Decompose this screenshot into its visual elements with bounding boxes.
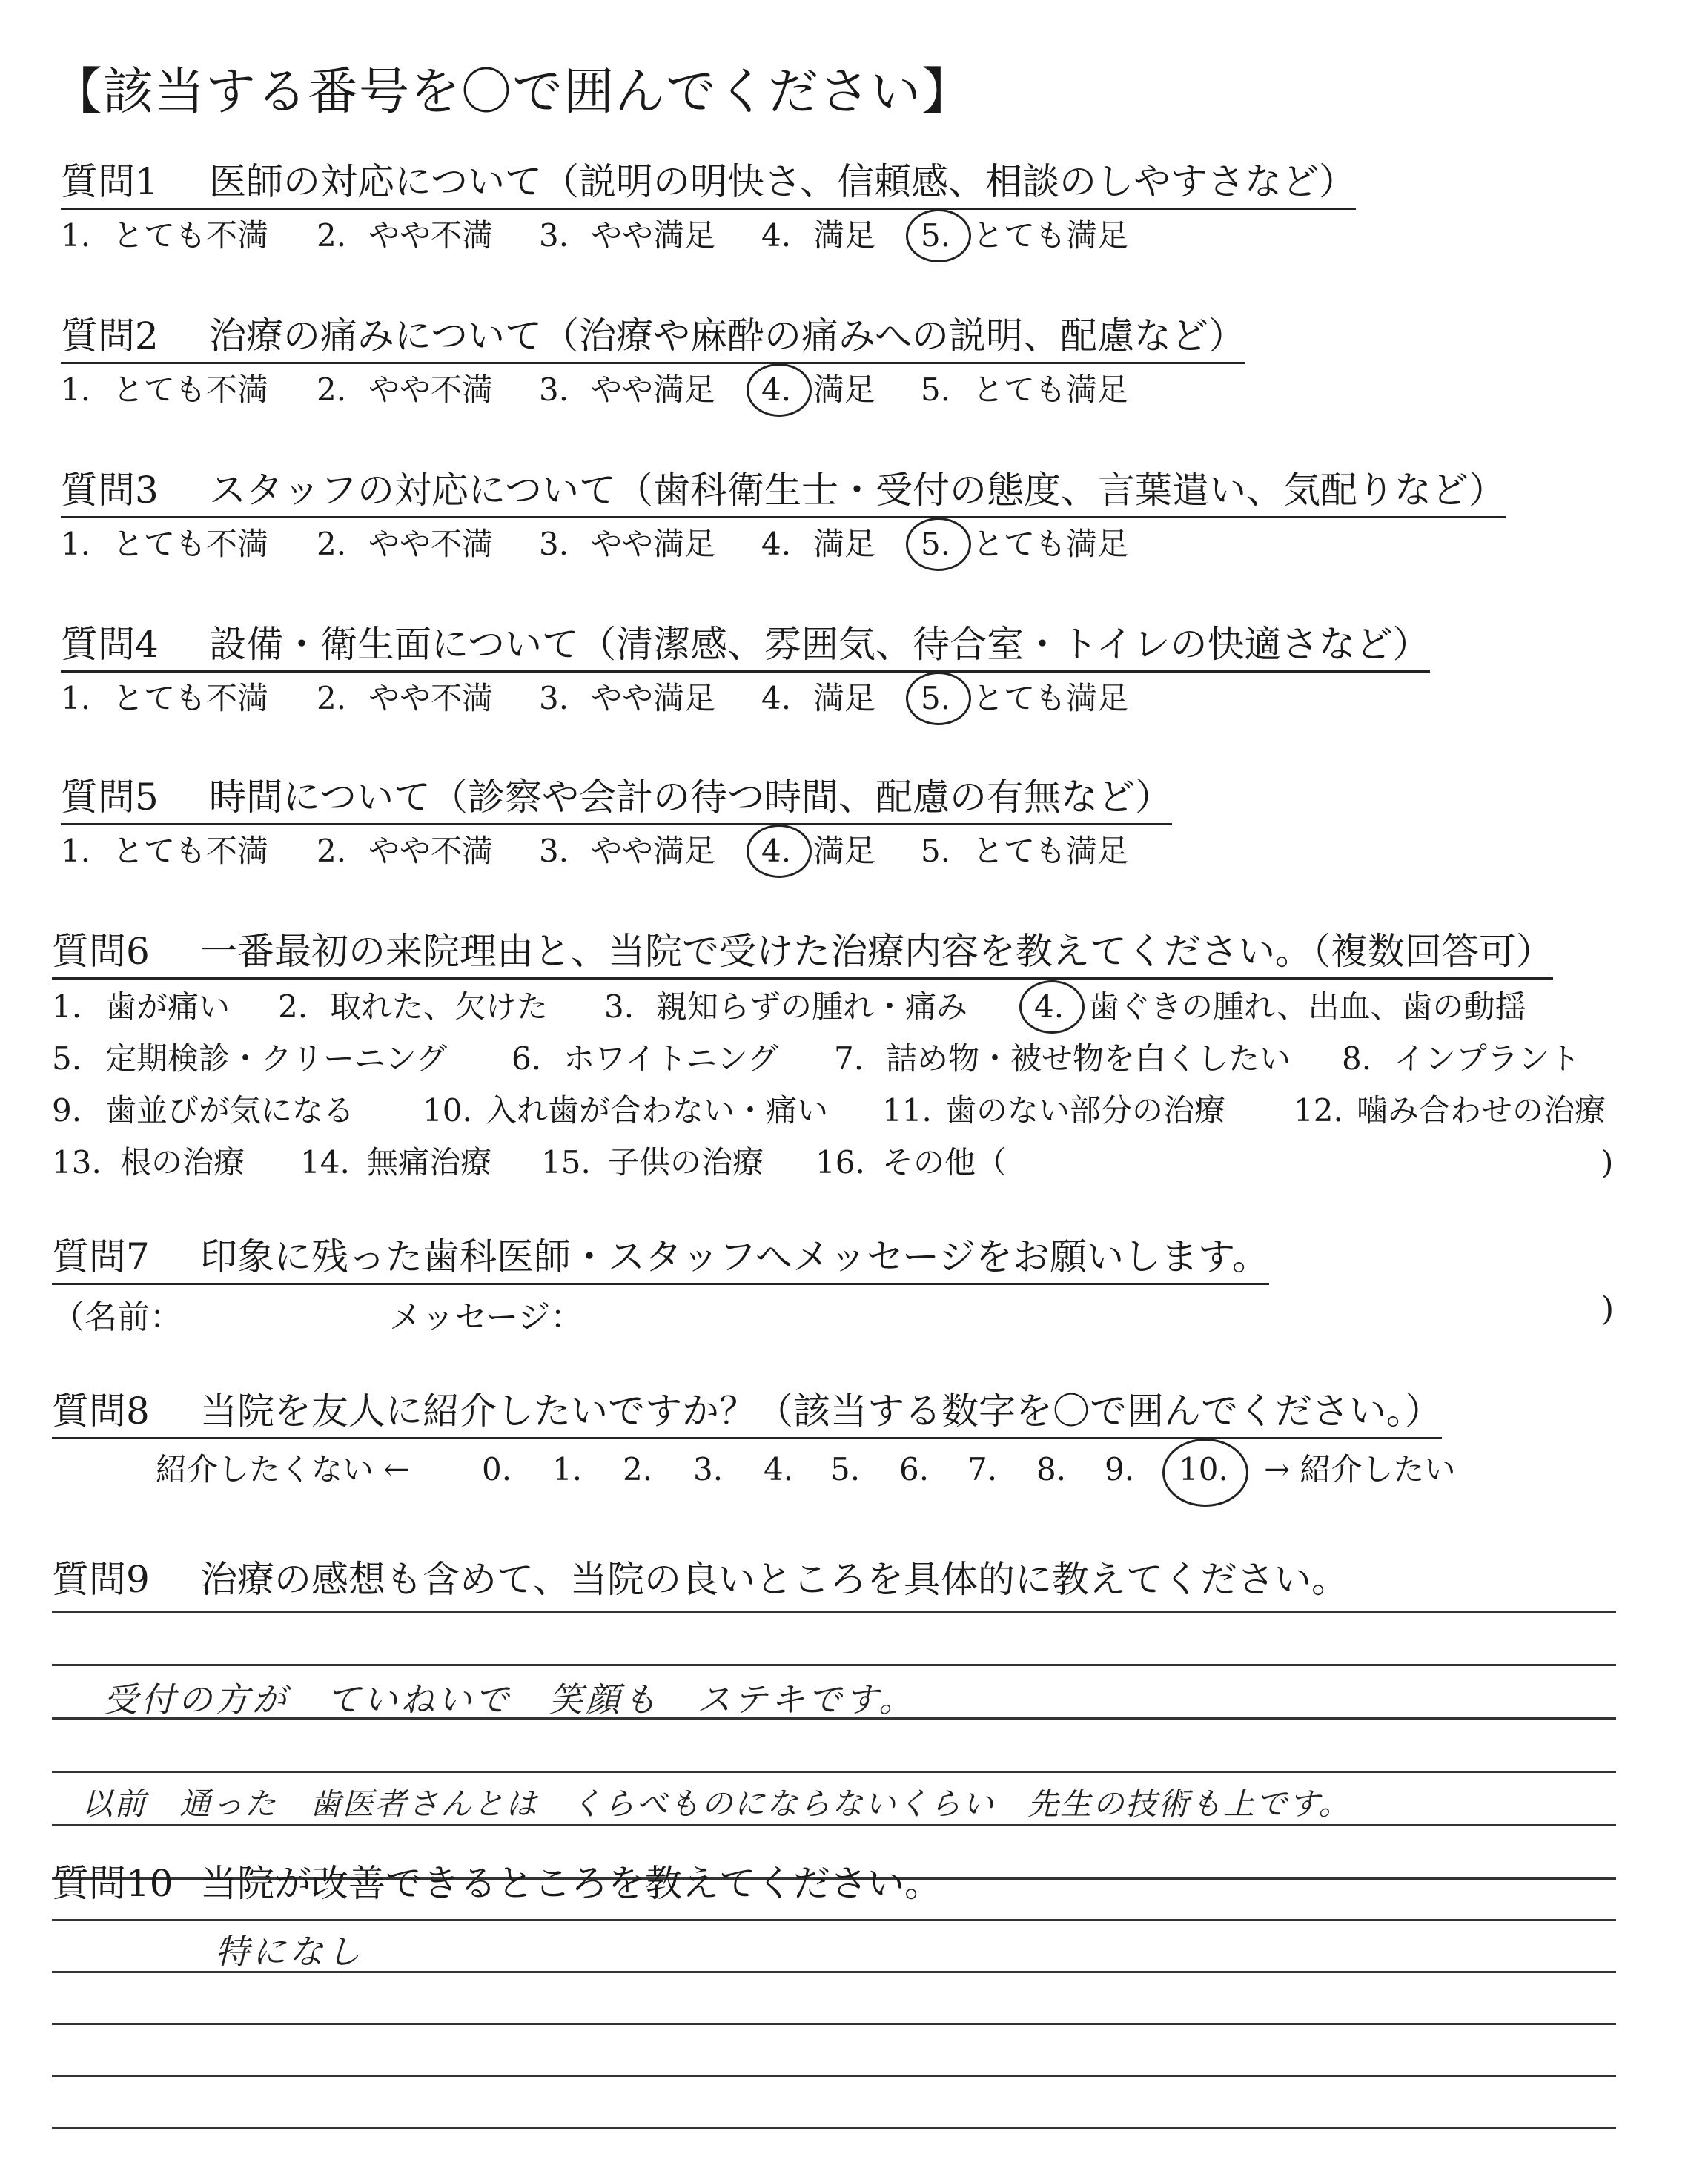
option-number[interactable]: 15. [541, 1144, 591, 1180]
question-7-label [52, 1234, 1269, 1285]
option-number[interactable]: 1. [61, 371, 91, 408]
scale-left-label: 紹介したくない ← [156, 1451, 410, 1487]
question-9-number: 質問9 [52, 1558, 150, 1601]
option-number[interactable]: 7. [834, 1040, 864, 1077]
option-label[interactable]: 噛み合わせの治療 [1357, 1092, 1606, 1129]
question-1-label [61, 159, 1356, 210]
question-4-text: 設備・衛生面について（清潔感、雰囲気、待合室・トイレの快適さなど） [209, 623, 1430, 666]
question-10-label [52, 1854, 941, 1907]
scale-option[interactable]: 10. [1179, 1451, 1228, 1487]
option-number[interactable]: 4. [761, 833, 792, 869]
question-6-number: 質問6 [52, 930, 150, 973]
option-label[interactable]: やや不満 [368, 680, 494, 716]
question-6-text: 一番最初の来院理由と、当院で受けた治療内容を教えてください。（複数回答可） [200, 930, 1553, 973]
question-8-text: 当院を友人に紹介したいですか？（該当する数字を〇で囲んでください。） [200, 1390, 1442, 1433]
question-5-text: 時間について（診察や会計の待つ時間、配慮の有無など） [209, 776, 1172, 819]
option-label[interactable]: やや満足 [591, 217, 716, 254]
question-9-text: 治療の感想も含めて、当院の良いところを具体的に教えてください。 [200, 1558, 1348, 1601]
option-number[interactable]: 16. [815, 1144, 865, 1180]
option-number[interactable]: 6. [512, 1040, 542, 1077]
question-2-text: 治療の痛みについて（治療や麻酔の痛みへの説明、配慮など） [209, 314, 1245, 357]
selected-answer-circle [1162, 1439, 1248, 1507]
option-number[interactable]: 1. [61, 833, 91, 869]
option-number[interactable]: 10. [423, 1092, 472, 1129]
option-label[interactable]: 満足 [813, 217, 876, 254]
option-label[interactable]: とても満足 [973, 833, 1129, 869]
option-label[interactable]: やや満足 [591, 526, 716, 562]
option-number[interactable]: 3. [539, 833, 569, 869]
other-option-label[interactable]: その他（ [882, 1144, 1007, 1180]
option-number[interactable]: 9. [52, 1092, 82, 1129]
question-9-answer-line-2[interactable]: 以前 通った 歯医者さんとは くらべものにならないくらい 先生の技術も上です。 [82, 1786, 1351, 1822]
scale-option[interactable]: 1. [552, 1451, 583, 1487]
option-label[interactable]: 歯並びが気になる [105, 1092, 355, 1129]
question-3-number: 質問3 [61, 469, 159, 512]
question-10-number: 質問10 [52, 1862, 173, 1905]
option-number[interactable]: 1. [61, 217, 91, 254]
question-9-label [52, 1550, 1348, 1603]
question-5-label [61, 774, 1172, 825]
question-9-answer-line-1[interactable]: 受付の方が ていねいで 笑顔も ステキです。 [104, 1680, 916, 1720]
option-number[interactable]: 3. [539, 526, 569, 562]
option-label[interactable]: 満足 [813, 371, 876, 408]
option-label[interactable]: やや不満 [368, 526, 494, 562]
option-number[interactable]: 4. [761, 680, 792, 716]
option-number[interactable]: 4. [761, 371, 792, 408]
answer-line [52, 1824, 1616, 1826]
scale-right-label: → 紹介したい [1264, 1451, 1456, 1487]
option-label[interactable]: 入れ歯が合わない・痛い [486, 1092, 829, 1129]
scale-option[interactable]: 3. [693, 1451, 724, 1487]
option-label[interactable]: 歯が痛い [105, 988, 231, 1025]
name-field-label[interactable]: （名前： [52, 1298, 182, 1336]
option-label[interactable]: やや不満 [368, 217, 494, 254]
option-number[interactable]: 11. [882, 1092, 932, 1129]
option-label[interactable]: とても満足 [973, 526, 1129, 562]
question-6-label [52, 928, 1553, 980]
scale-option[interactable]: 7. [967, 1451, 998, 1487]
scale-option[interactable]: 6. [899, 1451, 930, 1487]
question-10-text: 当院が改善できるところを教えてください。 [200, 1862, 941, 1905]
option-label[interactable]: とても不満 [113, 217, 269, 254]
option-number[interactable]: 4. [761, 526, 792, 562]
option-label[interactable]: やや不満 [368, 371, 494, 408]
option-number[interactable]: 3. [604, 988, 635, 1025]
option-number[interactable]: 2. [278, 988, 308, 1025]
selected-answer-circle [747, 825, 812, 878]
option-label[interactable]: 満足 [813, 680, 876, 716]
option-label[interactable]: 満足 [813, 526, 876, 562]
option-label[interactable]: 子供の治療 [608, 1144, 764, 1180]
option-label[interactable]: 定期検診・クリーニング [105, 1040, 448, 1077]
answer-line [52, 2075, 1616, 2077]
question-4-label [61, 621, 1430, 673]
option-number[interactable]: 3. [539, 217, 569, 254]
option-label[interactable]: 詰め物・被せ物を白くしたい [886, 1040, 1291, 1077]
option-number[interactable]: 2. [317, 833, 347, 869]
option-number[interactable]: 4. [761, 217, 792, 254]
option-label[interactable]: やや満足 [591, 371, 716, 408]
option-number[interactable]: 2. [317, 217, 347, 254]
message-close-paren: ) [1601, 1290, 1615, 1328]
option-label[interactable]: とても不満 [113, 680, 269, 716]
option-label[interactable]: 無痛治療 [367, 1144, 492, 1180]
option-label[interactable]: やや不満 [368, 833, 494, 869]
option-number[interactable]: 3. [539, 680, 569, 716]
other-close-paren: ) [1601, 1144, 1614, 1180]
option-number[interactable]: 5. [921, 680, 951, 716]
question-3-label [61, 467, 1506, 518]
selected-answer-circle [1019, 980, 1085, 1034]
selected-answer-circle [906, 672, 971, 725]
option-label[interactable]: インプラント [1394, 1040, 1581, 1077]
form-title: 【該当する番号を〇で囲んでください】 [52, 63, 973, 122]
option-number[interactable]: 13. [52, 1144, 102, 1180]
option-label[interactable]: とても不満 [113, 833, 269, 869]
question-5-number: 質問5 [61, 776, 159, 819]
question-7-number: 質問7 [52, 1235, 150, 1278]
question-8-label [52, 1388, 1442, 1439]
option-number[interactable]: 4. [1034, 988, 1065, 1025]
scale-option[interactable]: 0. [482, 1451, 512, 1487]
answer-line [52, 1919, 1616, 1921]
option-label[interactable]: 取れた、欠けた [330, 988, 549, 1025]
option-number[interactable]: 5. [921, 371, 951, 408]
option-label[interactable]: ホワイトニング [563, 1040, 779, 1077]
scale-option[interactable]: 2. [623, 1451, 653, 1487]
scale-option[interactable]: 5. [830, 1451, 861, 1487]
answer-line [52, 2127, 1616, 2129]
option-label[interactable]: とても不満 [113, 526, 269, 562]
option-number[interactable]: 2. [317, 526, 347, 562]
option-label[interactable]: やや満足 [591, 680, 716, 716]
scale-option[interactable]: 4. [764, 1451, 794, 1487]
question-1-number: 質問1 [61, 160, 159, 203]
answer-line [52, 1611, 1616, 1613]
option-number[interactable]: 2. [317, 371, 347, 408]
option-number[interactable]: 1. [52, 988, 82, 1025]
question-1-text: 医師の対応について（説明の明快さ、信頼感、相談のしやすさなど） [209, 160, 1356, 203]
option-label[interactable]: とても満足 [973, 680, 1129, 716]
question-2-label [61, 313, 1245, 364]
selected-answer-circle [747, 363, 812, 417]
option-number[interactable]: 14. [300, 1144, 350, 1180]
scale-option[interactable]: 9. [1105, 1451, 1135, 1487]
option-number[interactable]: 5. [921, 526, 951, 562]
option-number[interactable]: 5. [52, 1040, 82, 1077]
question-10-answer[interactable]: 特になし [215, 1932, 363, 1972]
option-label[interactable]: 親知らずの腫れ・痛み [656, 988, 968, 1025]
option-number[interactable]: 3. [539, 371, 569, 408]
answer-line [52, 1664, 1616, 1666]
option-number[interactable]: 2. [317, 680, 347, 716]
question-2-number: 質問2 [61, 314, 159, 357]
option-number[interactable]: 12. [1294, 1092, 1343, 1129]
option-label[interactable]: とても不満 [113, 371, 269, 408]
option-label[interactable]: やや満足 [591, 833, 716, 869]
option-label[interactable]: 歯のない部分の治療 [945, 1092, 1226, 1129]
option-number[interactable]: 8. [1342, 1040, 1372, 1077]
selected-answer-circle [906, 209, 971, 262]
question-7-text: 印象に残った歯科医師・スタッフへメッセージをお願いします。 [200, 1235, 1269, 1278]
question-8-number: 質問8 [52, 1390, 150, 1433]
option-label[interactable]: 根の治療 [120, 1144, 245, 1180]
option-label[interactable]: とても満足 [973, 371, 1129, 408]
option-label[interactable]: 歯ぐきの腫れ、出血、歯の動揺 [1088, 988, 1526, 1025]
option-label[interactable]: とても満足 [973, 217, 1129, 254]
question-4-number: 質問4 [61, 623, 159, 666]
answer-line [52, 2023, 1616, 2025]
selected-answer-circle [906, 518, 971, 571]
message-field-label[interactable]: メッセージ： [389, 1298, 583, 1336]
scale-option[interactable]: 8. [1036, 1451, 1067, 1487]
option-number[interactable]: 1. [61, 526, 91, 562]
option-number[interactable]: 1. [61, 680, 91, 716]
answer-line [52, 1771, 1616, 1773]
option-number[interactable]: 5. [921, 833, 951, 869]
question-3-text: スタッフの対応について（歯科衛生士・受付の態度、言葉遣い、気配りなど） [209, 469, 1506, 512]
option-number[interactable]: 5. [921, 217, 951, 254]
option-label[interactable]: 満足 [813, 833, 876, 869]
